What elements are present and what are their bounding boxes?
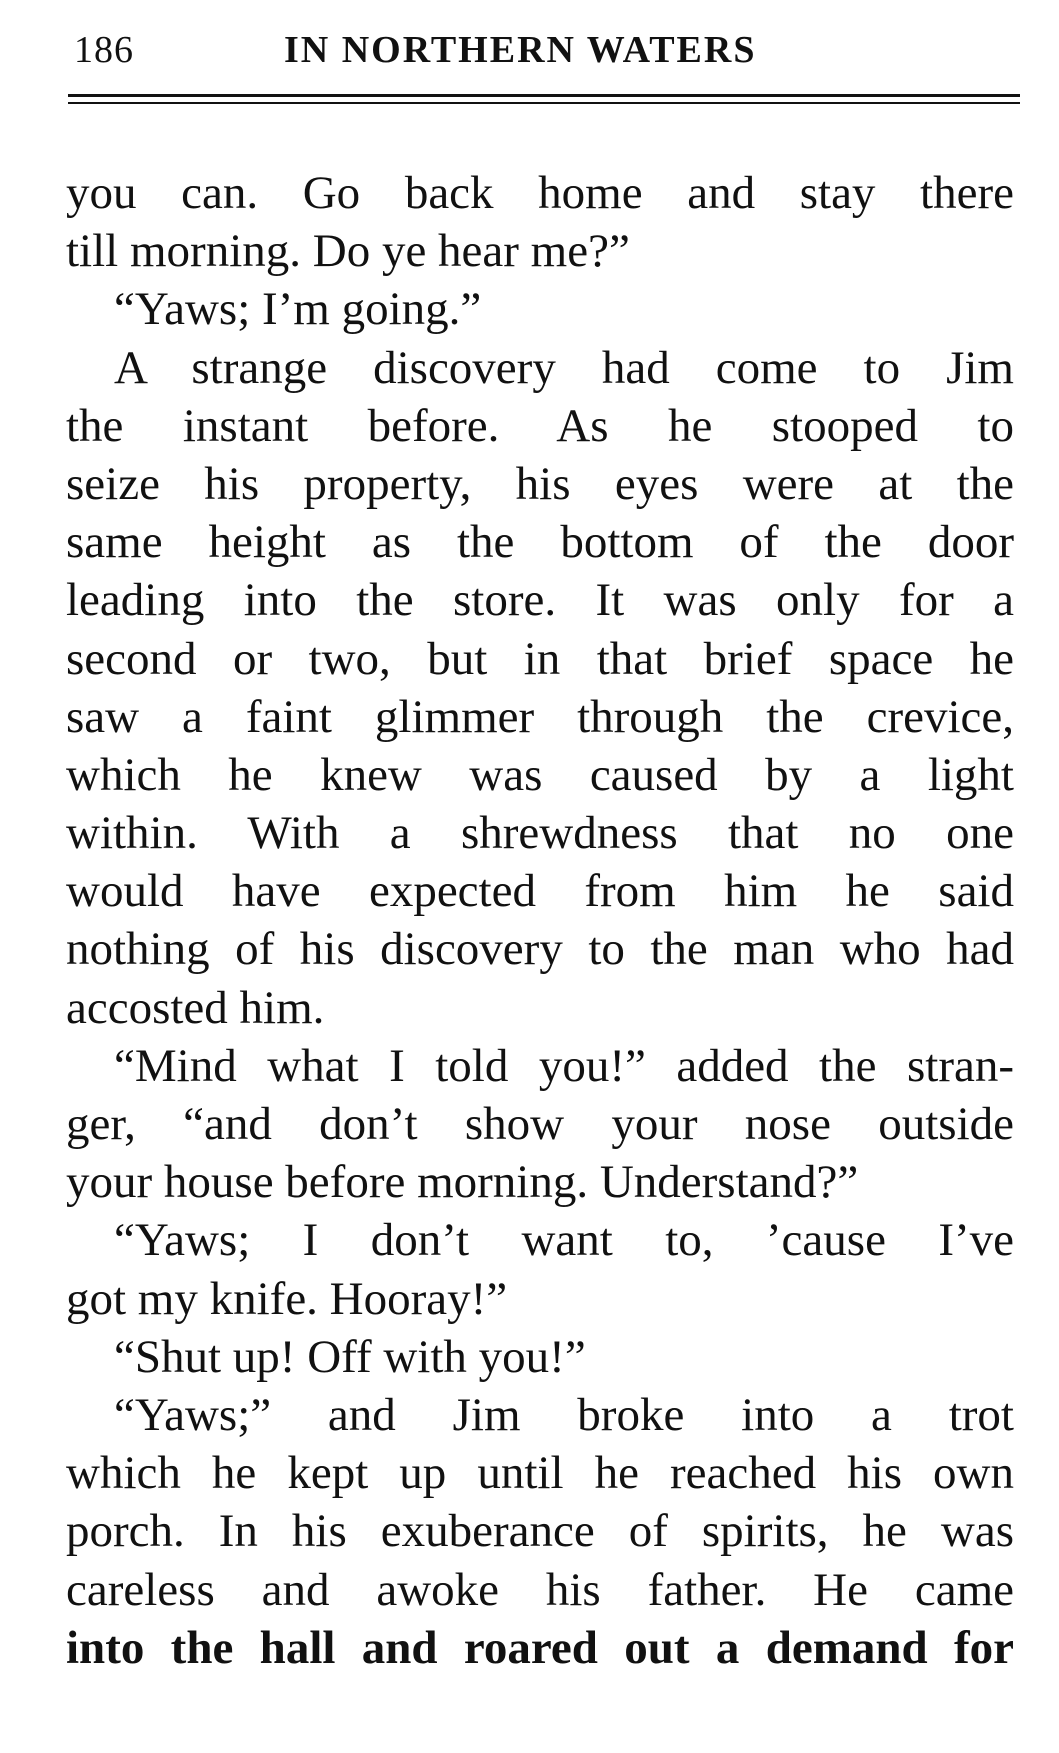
text-line: same height as the bottom of the door: [66, 516, 1014, 569]
header-rule-top: [68, 94, 1020, 97]
text-line: leading into the store. It was only for a: [66, 574, 1014, 627]
page-header: [74, 28, 1034, 84]
text-line: which he kept up until he reached his own: [66, 1447, 1014, 1500]
text-line: which he knew was caused by a light: [66, 748, 1014, 801]
header-rule-bottom: [68, 102, 1020, 104]
text-line: within. With a shrewdness that no one: [66, 807, 1014, 860]
text-line: accosted him.: [66, 981, 325, 1034]
text-line: nothing of his discovery to the man who had: [66, 923, 1014, 976]
text-line: careless and awoke his father. He came: [66, 1563, 1014, 1616]
text-line: the instant before. As he stooped to: [66, 399, 1014, 452]
text-line: would have expected from him he said: [66, 865, 1014, 918]
text-line: till morning. Do ye hear me?”: [66, 225, 630, 278]
text-line: ger, “and don’t show your nose outside: [66, 1098, 1014, 1150]
body-text: [66, 164, 1014, 1677]
text-line: “Yaws; I’m going.”: [114, 283, 482, 336]
text-line: your house before morning. Understand?”: [66, 1156, 859, 1209]
text-line: got my knife. Hooray!”: [66, 1272, 508, 1325]
text-line: “Mind what I told you!” added the stran-: [114, 1039, 1014, 1092]
text-line: second or two, but in that brief space he: [66, 632, 1014, 685]
text-line: saw a faint glimmer through the crevice,: [66, 690, 1014, 743]
running-title: IN NORTHERN WATERS: [284, 29, 757, 71]
text-line: A strange discovery had come to Jim: [114, 341, 1014, 394]
text-line: “Yaws;” and Jim broke into a trot: [114, 1388, 1014, 1441]
text-line: “Yaws; I don’t want to, ’cause I’ve: [114, 1214, 1014, 1267]
text-line: “Shut up! Off with you!”: [114, 1330, 586, 1383]
text-line: you can. Go back home and stay there: [66, 167, 1014, 219]
text-line: porch. In his exuberance of spirits, he was: [66, 1505, 1014, 1558]
text-line: seize his property, his eyes were at the: [66, 457, 1014, 510]
text-line: into the hall and roared out a demand for: [66, 1621, 1014, 1674]
page-number: 186: [74, 29, 134, 71]
